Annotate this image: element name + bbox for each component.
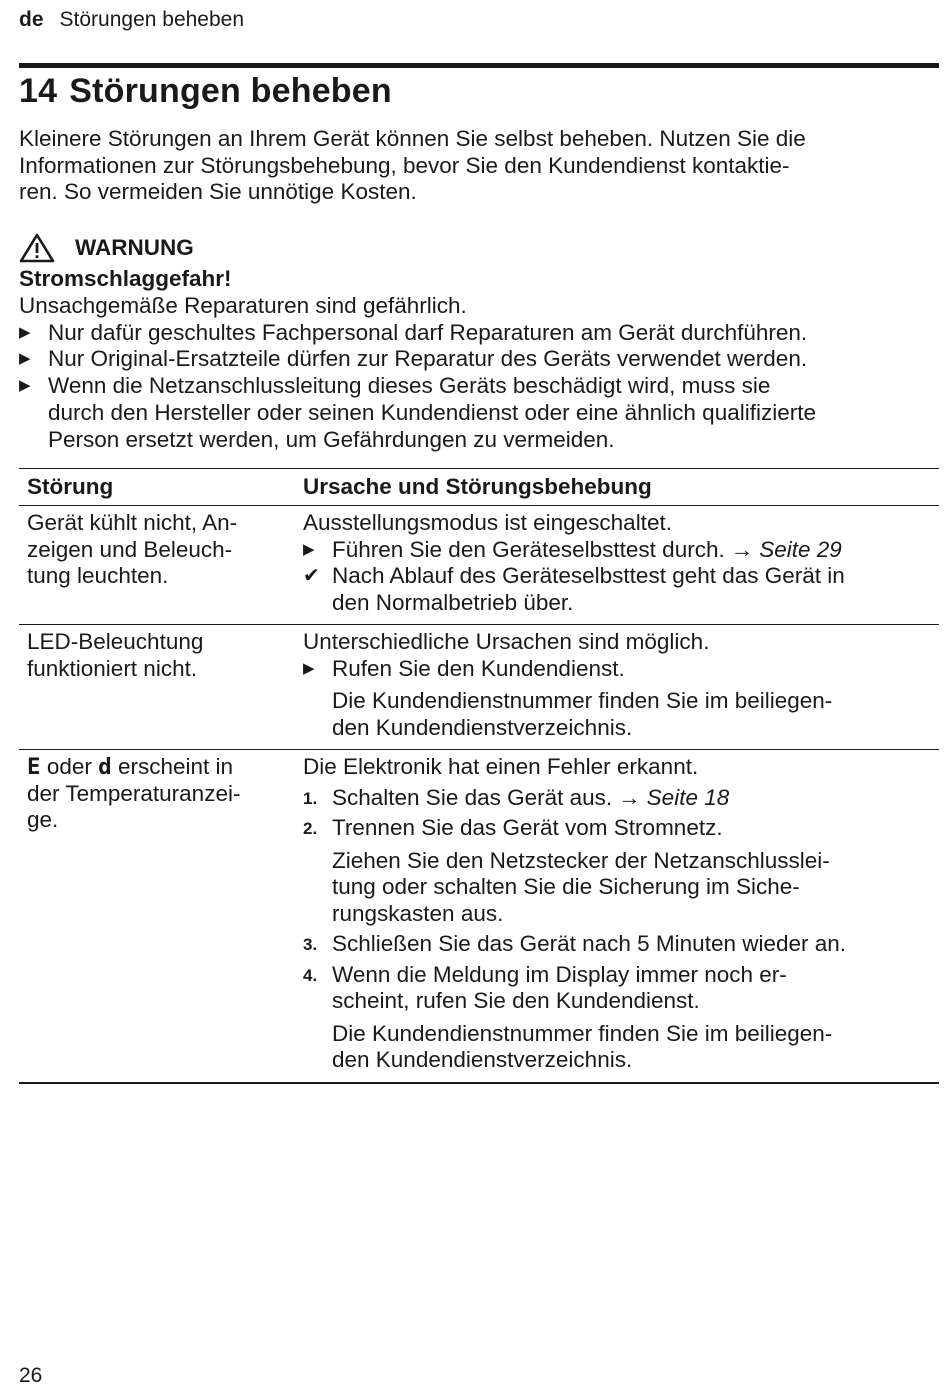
running-header: [19, 8, 244, 32]
step-number: 3.: [303, 935, 318, 954]
header-rule: [19, 63, 939, 68]
note-text: Ziehen Sie den Netzstecker der Netzanschlusslei-: [332, 847, 830, 873]
intro-line: Informationen zur Störungsbehebung, bevor Sie den Kundendienst kontaktie-: [19, 152, 790, 178]
numbered-step: [303, 931, 939, 958]
step-text: Schalten Sie das Gerät aus.: [332, 784, 613, 810]
fault-text: der Temperaturanzei-: [27, 780, 241, 806]
table-header-cause: Ursache und Störungsbehebung: [303, 474, 652, 499]
reference-arrow-icon: →: [618, 784, 641, 810]
warning-bullet-text: Wenn die Netzanschlussleitung dieses Geräts beschädigt wird, muss sie: [48, 373, 771, 399]
table-header-fault: Störung: [27, 474, 114, 499]
display-code-e: E: [27, 754, 41, 780]
warning-bullet-text: durch den Hersteller oder seinen Kundendienst oder eine ähnlich qualifizierte: [48, 399, 816, 425]
step-text: Wenn die Meldung im Display immer noch er-: [332, 961, 787, 987]
action-step: [303, 656, 939, 683]
step-number: 1.: [303, 788, 318, 808]
cause-cell: [295, 750, 939, 1082]
action-step: [303, 537, 939, 564]
warning-bullet-text: Nur dafür geschultes Fachpersonal darf Reparaturen am Gerät durchführen.: [48, 319, 808, 345]
cause-text: Unterschiedliche Ursachen sind möglich.: [303, 629, 710, 654]
bullet-arrow-icon: ▶: [303, 540, 315, 558]
numbered-step: [303, 962, 939, 1015]
result-text: den Normalbetrieb über.: [332, 589, 574, 615]
reference-arrow-icon: →: [730, 536, 754, 562]
fault-text: oder: [46, 754, 92, 779]
table-header-row: [19, 468, 939, 506]
warning-bullet: [19, 320, 939, 347]
page-number: 26: [19, 1364, 43, 1387]
cause-cell: [295, 506, 939, 624]
step-number: 2.: [303, 819, 318, 838]
fault-table: [19, 468, 939, 1084]
note-text: rungskasten aus.: [332, 900, 504, 926]
fault-text: LED-Beleuchtung: [27, 629, 204, 654]
fault-text: tung leuchten.: [27, 563, 169, 588]
fault-cell: [19, 506, 295, 624]
display-code-d: d: [98, 754, 112, 780]
note-text: tung oder schalten Sie die Sicherung im Siche-: [332, 874, 800, 899]
step-number: 4.: [303, 965, 318, 985]
fault-text: zeigen und Beleuch-: [27, 536, 233, 562]
warning-bullet: [19, 373, 939, 453]
warning-bullet: [19, 346, 939, 373]
warning-label: WARNUNG: [75, 234, 194, 260]
fault-text: funktioniert nicht.: [27, 655, 198, 681]
step-note: [303, 848, 939, 928]
cause-text: Ausstellungsmodus ist eingeschaltet.: [303, 510, 672, 535]
table-row: [19, 750, 939, 1084]
page-reference-link[interactable]: Seite 18: [646, 784, 730, 810]
step-note: [303, 688, 939, 741]
step-note: [303, 1021, 939, 1074]
fault-text: ge.: [27, 807, 59, 832]
bullet-arrow-icon: ▶: [19, 350, 31, 368]
warning-bullet-text: Person ersetzt werden, um Gefährdungen zu vermeiden.: [48, 426, 615, 452]
page-reference-link[interactable]: Seite 29: [759, 536, 842, 562]
intro-line: Kleinere Störungen an Ihrem Gerät können Sie selbst beheben. Nutzen Sie die: [19, 126, 806, 151]
note-text: den Kundendienstverzeichnis.: [332, 1047, 633, 1072]
intro-paragraph: [19, 126, 924, 206]
bullet-arrow-icon: ▶: [19, 377, 31, 395]
action-text: Rufen Sie den Kundendienst.: [332, 655, 625, 681]
chapter-number: 14: [19, 72, 58, 110]
chapter-title: [19, 72, 392, 111]
warning-triangle-icon: [19, 233, 55, 263]
result-text: Nach Ablauf des Geräteselbsttest geht das Gerät in: [332, 563, 845, 588]
result-step: [303, 563, 939, 616]
fault-text: erscheint in: [117, 754, 233, 779]
cause-cell: [295, 625, 939, 749]
warning-text: Unsachgemäße Reparaturen sind gefährlich.: [19, 292, 467, 318]
language-code: de: [19, 8, 44, 31]
note-text: Die Kundendienstnummer finden Sie im beiliegen-: [332, 688, 833, 713]
warning-title: Stromschlaggefahr!: [19, 266, 232, 291]
warning-heading: [19, 230, 939, 266]
numbered-step: [303, 785, 939, 812]
step-text: scheint, rufen Sie den Kundendienst.: [332, 988, 700, 1013]
fault-cell: [19, 625, 295, 749]
warning-bullet-text: Nur Original-Ersatzteile dürfen zur Reparatur des Geräts verwendet werden.: [48, 346, 808, 372]
step-text: Trennen Sie das Gerät vom Stromnetz.: [332, 815, 723, 840]
fault-cell: [19, 750, 295, 1082]
running-header-title: Störungen beheben: [59, 8, 245, 31]
cause-text: Die Elektronik hat einen Fehler erkannt.: [303, 754, 699, 779]
warning-block: [19, 230, 939, 454]
action-text: Führen Sie den Geräteselbsttest durch.: [332, 536, 725, 562]
bullet-arrow-icon: ▶: [19, 323, 31, 341]
numbered-step: [303, 815, 939, 842]
table-row: [19, 506, 939, 625]
note-text: den Kundendienstverzeichnis.: [332, 714, 633, 740]
fault-text-line: [27, 754, 295, 781]
fault-text: Gerät kühlt nicht, An-: [27, 510, 238, 535]
step-text: Schließen Sie das Gerät nach 5 Minuten wieder an.: [332, 931, 847, 956]
intro-line: ren. So vermeiden Sie unnötige Kosten.: [19, 179, 417, 204]
table-row: [19, 625, 939, 750]
bullet-arrow-icon: ▶: [303, 659, 315, 677]
chapter-title-text: Störungen beheben: [69, 72, 392, 110]
checkmark-icon: ✔: [303, 565, 320, 587]
note-text: Die Kundendienstnummer finden Sie im beiliegen-: [332, 1020, 833, 1046]
